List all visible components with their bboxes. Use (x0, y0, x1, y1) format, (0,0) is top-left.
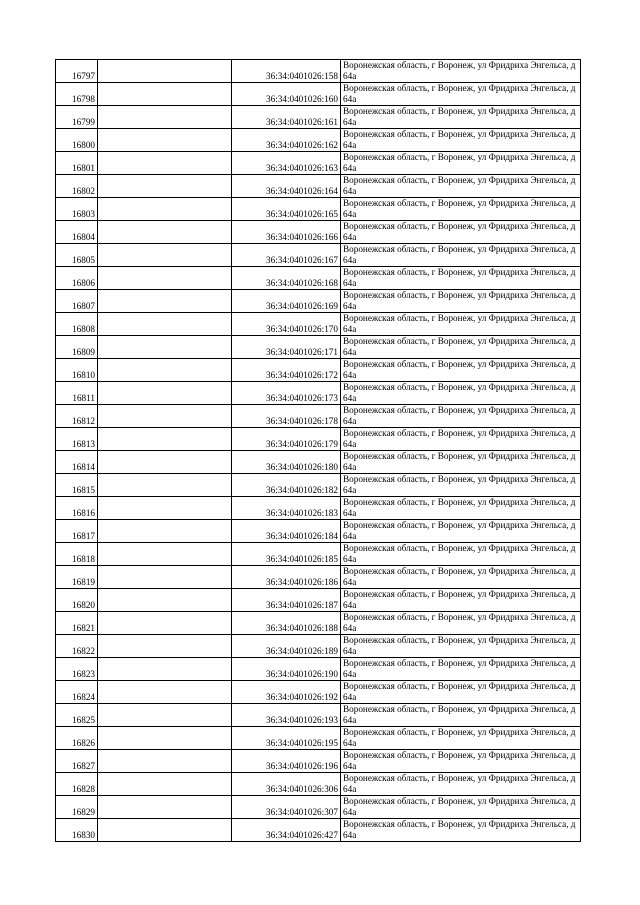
row-number-cell: 16816 (56, 497, 98, 520)
table-row (56, 520, 581, 543)
table-row (56, 635, 581, 658)
row-number-cell: 16807 (56, 290, 98, 313)
cadastral-number-cell: 36:34:0401026:165 (232, 198, 341, 221)
empty-cell (98, 152, 232, 175)
table-row (56, 796, 581, 819)
cadastral-number-cell: 36:34:0401026:427 (232, 819, 341, 842)
cadastral-number-cell: 36:34:0401026:190 (232, 658, 341, 681)
row-number-cell: 16809 (56, 336, 98, 359)
cadastral-number-cell: 36:34:0401026:186 (232, 566, 341, 589)
row-number-cell: 16808 (56, 313, 98, 336)
cadastral-number-cell: 36:34:0401026:196 (232, 750, 341, 773)
table-row (56, 750, 581, 773)
table-row (56, 451, 581, 474)
address-cell: Воронежская область, г Воронеж, ул Фридриха Энгельса, д 64а (341, 727, 581, 750)
table-row (56, 221, 581, 244)
table-row (56, 359, 581, 382)
table-row (56, 681, 581, 704)
address-cell: Воронежская область, г Воронеж, ул Фридриха Энгельса, д 64а (341, 359, 581, 382)
table-row (56, 175, 581, 198)
empty-cell (98, 221, 232, 244)
address-cell: Воронежская область, г Воронеж, ул Фридриха Энгельса, д 64а (341, 336, 581, 359)
empty-cell (98, 635, 232, 658)
cadastral-number-cell: 36:34:0401026:178 (232, 405, 341, 428)
row-number-cell: 16829 (56, 796, 98, 819)
empty-cell (98, 428, 232, 451)
address-cell: Воронежская область, г Воронеж, ул Фридриха Энгельса, д 64а (341, 221, 581, 244)
address-cell: Воронежская область, г Воронеж, ул Фридриха Энгельса, д 64а (341, 635, 581, 658)
row-number-cell: 16813 (56, 428, 98, 451)
table-row (56, 405, 581, 428)
table-body (56, 60, 581, 842)
empty-cell (98, 198, 232, 221)
address-cell: Воронежская область, г Воронеж, ул Фридриха Энгельса, д 64а (341, 175, 581, 198)
address-cell: Воронежская область, г Воронеж, ул Фридриха Энгельса, д 64а (341, 290, 581, 313)
address-cell: Воронежская область, г Воронеж, ул Фридриха Энгельса, д 64а (341, 589, 581, 612)
address-cell: Воронежская область, г Воронеж, ул Фридриха Энгельса, д 64а (341, 819, 581, 842)
row-number-cell: 16819 (56, 566, 98, 589)
row-number-cell: 16827 (56, 750, 98, 773)
cadastral-number-cell: 36:34:0401026:160 (232, 83, 341, 106)
empty-cell (98, 405, 232, 428)
table-row (56, 267, 581, 290)
table-row (56, 152, 581, 175)
cadastral-number-cell: 36:34:0401026:164 (232, 175, 341, 198)
address-cell: Воронежская область, г Воронеж, ул Фридриха Энгельса, д 64а (341, 382, 581, 405)
cadastral-number-cell: 36:34:0401026:170 (232, 313, 341, 336)
empty-cell (98, 819, 232, 842)
row-number-cell: 16828 (56, 773, 98, 796)
table-row (56, 612, 581, 635)
row-number-cell: 16817 (56, 520, 98, 543)
empty-cell (98, 267, 232, 290)
row-number-cell: 16798 (56, 83, 98, 106)
row-number-cell: 16820 (56, 589, 98, 612)
row-number-cell: 16821 (56, 612, 98, 635)
table-row (56, 497, 581, 520)
cadastral-number-cell: 36:34:0401026:158 (232, 60, 341, 83)
cadastral-number-cell: 36:34:0401026:195 (232, 727, 341, 750)
row-number-cell: 16830 (56, 819, 98, 842)
address-cell: Воронежская область, г Воронеж, ул Фридриха Энгельса, д 64а (341, 704, 581, 727)
cadastral-number-cell: 36:34:0401026:307 (232, 796, 341, 819)
row-number-cell: 16826 (56, 727, 98, 750)
table-row (56, 474, 581, 497)
address-cell: Воронежская область, г Воронеж, ул Фридриха Энгельса, д 64а (341, 796, 581, 819)
address-cell: Воронежская область, г Воронеж, ул Фридриха Энгельса, д 64а (341, 612, 581, 635)
table-row (56, 704, 581, 727)
empty-cell (98, 83, 232, 106)
cadastral-number-cell: 36:34:0401026:162 (232, 129, 341, 152)
empty-cell (98, 451, 232, 474)
empty-cell (98, 497, 232, 520)
table-row (56, 198, 581, 221)
cadastral-number-cell: 36:34:0401026:171 (232, 336, 341, 359)
cadastral-number-cell: 36:34:0401026:172 (232, 359, 341, 382)
empty-cell (98, 106, 232, 129)
row-number-cell: 16804 (56, 221, 98, 244)
cadastral-number-cell: 36:34:0401026:187 (232, 589, 341, 612)
table-row (56, 313, 581, 336)
empty-cell (98, 336, 232, 359)
empty-cell (98, 796, 232, 819)
cadastral-registry-table (55, 59, 581, 842)
table-row (56, 83, 581, 106)
table-row (56, 129, 581, 152)
row-number-cell: 16811 (56, 382, 98, 405)
table-row (56, 290, 581, 313)
address-cell: Воронежская область, г Воронеж, ул Фридриха Энгельса, д 64а (341, 497, 581, 520)
empty-cell (98, 474, 232, 497)
table-row (56, 658, 581, 681)
row-number-cell: 16814 (56, 451, 98, 474)
cadastral-number-cell: 36:34:0401026:173 (232, 382, 341, 405)
address-cell: Воронежская область, г Воронеж, ул Фридриха Энгельса, д 64а (341, 428, 581, 451)
table-row (56, 244, 581, 267)
empty-cell (98, 382, 232, 405)
cadastral-number-cell: 36:34:0401026:192 (232, 681, 341, 704)
cadastral-number-cell: 36:34:0401026:183 (232, 497, 341, 520)
empty-cell (98, 244, 232, 267)
address-cell: Воронежская область, г Воронеж, ул Фридриха Энгельса, д 64а (341, 543, 581, 566)
address-cell: Воронежская область, г Воронеж, ул Фридриха Энгельса, д 64а (341, 129, 581, 152)
empty-cell (98, 704, 232, 727)
cadastral-number-cell: 36:34:0401026:163 (232, 152, 341, 175)
table-row (56, 819, 581, 842)
empty-cell (98, 359, 232, 382)
address-cell: Воронежская область, г Воронеж, ул Фридриха Энгельса, д 64а (341, 60, 581, 83)
address-cell: Воронежская область, г Воронеж, ул Фридриха Энгельса, д 64а (341, 244, 581, 267)
row-number-cell: 16800 (56, 129, 98, 152)
address-cell: Воронежская область, г Воронеж, ул Фридриха Энгельса, д 64а (341, 451, 581, 474)
empty-cell (98, 773, 232, 796)
address-cell: Воронежская область, г Воронеж, ул Фридриха Энгельса, д 64а (341, 658, 581, 681)
table-row (56, 589, 581, 612)
empty-cell (98, 60, 232, 83)
row-number-cell: 16825 (56, 704, 98, 727)
empty-cell (98, 612, 232, 635)
empty-cell (98, 589, 232, 612)
table-row (56, 60, 581, 83)
empty-cell (98, 520, 232, 543)
table-row (56, 727, 581, 750)
table-row (56, 428, 581, 451)
cadastral-number-cell: 36:34:0401026:182 (232, 474, 341, 497)
row-number-cell: 16797 (56, 60, 98, 83)
row-number-cell: 16803 (56, 198, 98, 221)
row-number-cell: 16818 (56, 543, 98, 566)
cadastral-number-cell: 36:34:0401026:167 (232, 244, 341, 267)
row-number-cell: 16815 (56, 474, 98, 497)
address-cell: Воронежская область, г Воронеж, ул Фридриха Энгельса, д 64а (341, 520, 581, 543)
row-number-cell: 16812 (56, 405, 98, 428)
cadastral-number-cell: 36:34:0401026:168 (232, 267, 341, 290)
table-row (56, 543, 581, 566)
cadastral-number-cell: 36:34:0401026:184 (232, 520, 341, 543)
empty-cell (98, 313, 232, 336)
table-row (56, 773, 581, 796)
address-cell: Воронежская область, г Воронеж, ул Фридриха Энгельса, д 64а (341, 106, 581, 129)
address-cell: Воронежская область, г Воронеж, ул Фридриха Энгельса, д 64а (341, 152, 581, 175)
cadastral-number-cell: 36:34:0401026:185 (232, 543, 341, 566)
cadastral-number-cell: 36:34:0401026:188 (232, 612, 341, 635)
row-number-cell: 16801 (56, 152, 98, 175)
cadastral-number-cell: 36:34:0401026:161 (232, 106, 341, 129)
empty-cell (98, 658, 232, 681)
address-cell: Воронежская область, г Воронеж, ул Фридриха Энгельса, д 64а (341, 198, 581, 221)
address-cell: Воронежская область, г Воронеж, ул Фридриха Энгельса, д 64а (341, 681, 581, 704)
address-cell: Воронежская область, г Воронеж, ул Фридриха Энгельса, д 64а (341, 750, 581, 773)
address-cell: Воронежская область, г Воронеж, ул Фридриха Энгельса, д 64а (341, 773, 581, 796)
table-row (56, 336, 581, 359)
empty-cell (98, 290, 232, 313)
empty-cell (98, 175, 232, 198)
table-row (56, 382, 581, 405)
cadastral-number-cell: 36:34:0401026:193 (232, 704, 341, 727)
empty-cell (98, 727, 232, 750)
row-number-cell: 16799 (56, 106, 98, 129)
empty-cell (98, 681, 232, 704)
empty-cell (98, 129, 232, 152)
address-cell: Воронежская область, г Воронеж, ул Фридриха Энгельса, д 64а (341, 313, 581, 336)
address-cell: Воронежская область, г Воронеж, ул Фридриха Энгельса, д 64а (341, 566, 581, 589)
address-cell: Воронежская область, г Воронеж, ул Фридриха Энгельса, д 64а (341, 405, 581, 428)
empty-cell (98, 566, 232, 589)
row-number-cell: 16802 (56, 175, 98, 198)
row-number-cell: 16806 (56, 267, 98, 290)
table-row (56, 566, 581, 589)
address-cell: Воронежская область, г Воронеж, ул Фридриха Энгельса, д 64а (341, 267, 581, 290)
cadastral-number-cell: 36:34:0401026:166 (232, 221, 341, 244)
cadastral-number-cell: 36:34:0401026:180 (232, 451, 341, 474)
cadastral-number-cell: 36:34:0401026:169 (232, 290, 341, 313)
row-number-cell: 16805 (56, 244, 98, 267)
address-cell: Воронежская область, г Воронеж, ул Фридриха Энгельса, д 64а (341, 474, 581, 497)
cadastral-number-cell: 36:34:0401026:306 (232, 773, 341, 796)
row-number-cell: 16810 (56, 359, 98, 382)
cadastral-number-cell: 36:34:0401026:189 (232, 635, 341, 658)
empty-cell (98, 543, 232, 566)
table-row (56, 106, 581, 129)
row-number-cell: 16824 (56, 681, 98, 704)
address-cell: Воронежская область, г Воронеж, ул Фридриха Энгельса, д 64а (341, 83, 581, 106)
cadastral-number-cell: 36:34:0401026:179 (232, 428, 341, 451)
empty-cell (98, 750, 232, 773)
row-number-cell: 16823 (56, 658, 98, 681)
row-number-cell: 16822 (56, 635, 98, 658)
